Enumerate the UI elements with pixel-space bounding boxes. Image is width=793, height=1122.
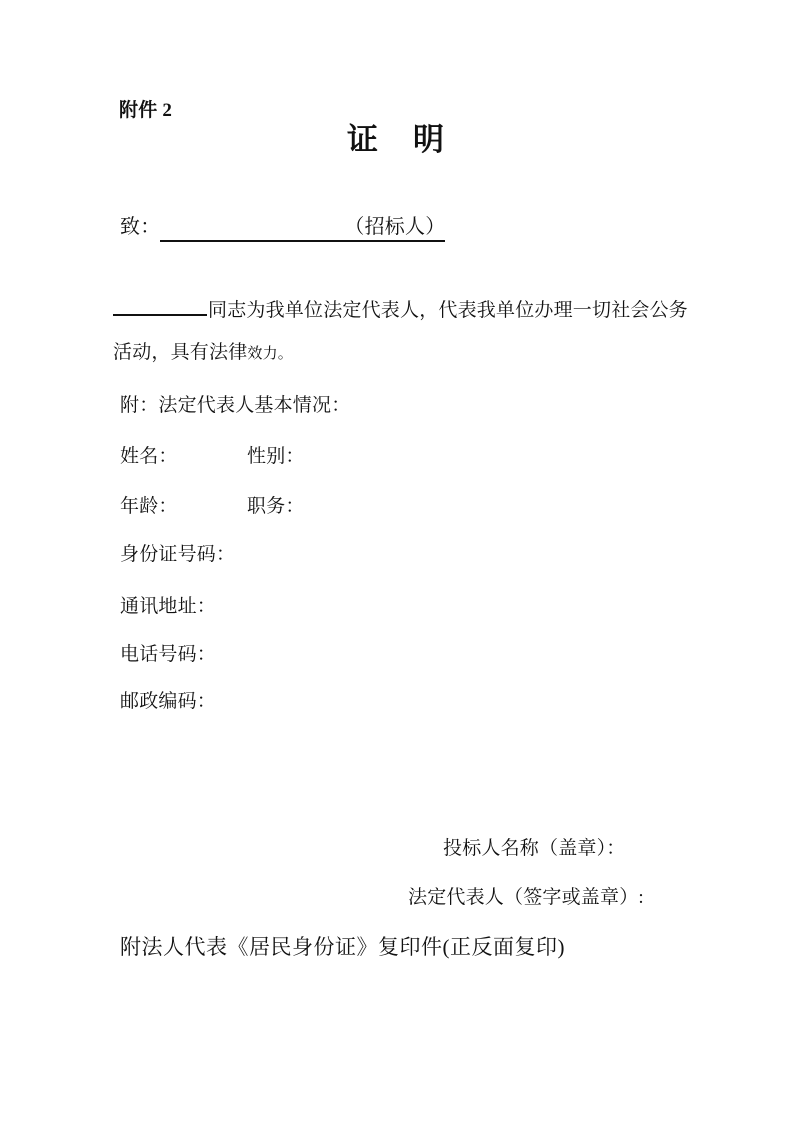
paragraph-text-line2: 活动，具有法律 [113, 342, 248, 363]
id-number-field-label: 身份证号码： [120, 544, 236, 565]
to-underline [160, 215, 445, 242]
attachment-label: 附件 2 [119, 100, 173, 121]
body-paragraph-line1 [113, 299, 688, 323]
field-row-name-gender [120, 445, 520, 469]
paragraph-text-line1: 同志为我单位法定代表人，代表我单位办理一切社会公务 [208, 300, 689, 321]
position-field-label: 职务： [247, 496, 305, 517]
footer-note: 附法人代表《居民身份证》复印件(正反面复印) [120, 935, 565, 959]
gender-field-label: 性别： [247, 446, 305, 467]
name-field-label: 姓名： [120, 446, 178, 467]
representative-name-blank-field [113, 313, 207, 316]
age-field-label: 年龄： [120, 496, 178, 517]
tenderer-label: （招标人） [344, 216, 446, 238]
phone-field-label: 电话号码： [120, 644, 217, 665]
field-row-age-position [120, 495, 520, 519]
to-blank-field [160, 232, 344, 233]
postal-code-field-label: 邮政编码： [120, 691, 217, 712]
address-field-label: 通讯地址： [120, 596, 217, 617]
legal-representative-signature-label: 法定代表人（签字或盖章）: [408, 887, 644, 908]
to-line [120, 215, 445, 242]
document-title: 证 明 [347, 122, 446, 157]
attachment-note: 附：法定代表人基本情况： [120, 395, 351, 416]
to-prefix: 致： [120, 216, 161, 238]
bidder-name-seal-label: 投标人名称（盖章）： [443, 838, 626, 859]
paragraph-text-line2-small: 效力。 [247, 346, 294, 362]
body-paragraph-line2 [113, 341, 293, 366]
